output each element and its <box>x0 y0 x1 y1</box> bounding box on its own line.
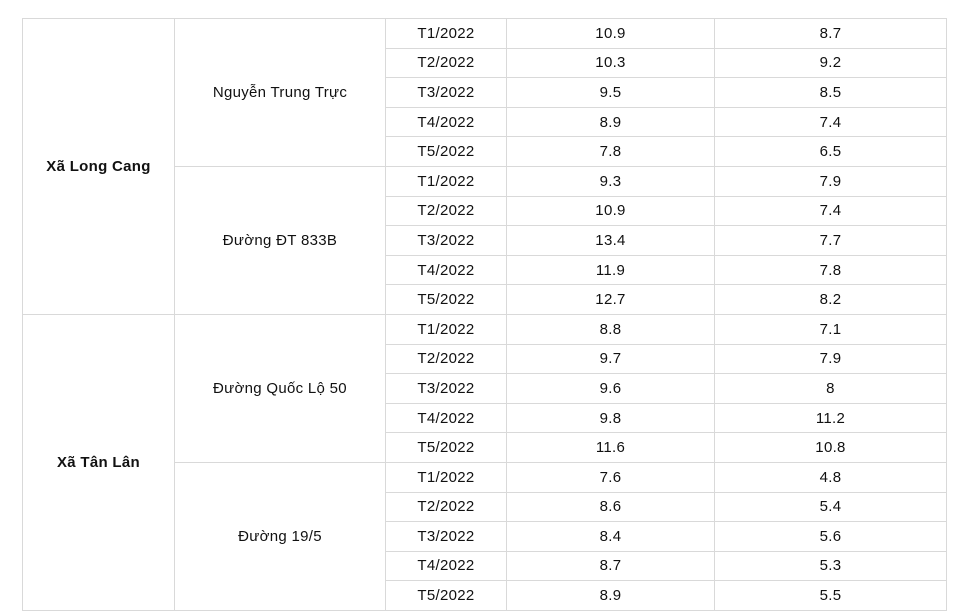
value-1-cell: 8.7 <box>507 551 715 581</box>
value-1-cell: 8.9 <box>507 581 715 611</box>
value-2-cell: 8 <box>715 374 947 404</box>
value-1-cell: 9.3 <box>507 166 715 196</box>
value-2-cell: 6.5 <box>715 137 947 167</box>
month-cell: T3/2022 <box>386 522 507 552</box>
value-2-cell: 7.9 <box>715 166 947 196</box>
month-cell: T5/2022 <box>386 433 507 463</box>
street-cell: Nguyễn Trung Trực <box>175 19 386 167</box>
value-1-cell: 7.6 <box>507 462 715 492</box>
value-1-cell: 9.6 <box>507 374 715 404</box>
value-2-cell: 9.2 <box>715 48 947 78</box>
commune-cell: Xã Tân Lân <box>23 314 175 610</box>
month-cell: T5/2022 <box>386 137 507 167</box>
value-1-cell: 8.6 <box>507 492 715 522</box>
month-cell: T4/2022 <box>386 551 507 581</box>
value-1-cell: 10.9 <box>507 19 715 49</box>
street-cell: Đường ĐT 833B <box>175 166 386 314</box>
value-2-cell: 7.8 <box>715 255 947 285</box>
street-cell: Đường 19/5 <box>175 462 386 610</box>
month-cell: T2/2022 <box>386 344 507 374</box>
month-cell: T3/2022 <box>386 78 507 108</box>
month-cell: T1/2022 <box>386 19 507 49</box>
value-2-cell: 7.9 <box>715 344 947 374</box>
value-1-cell: 9.5 <box>507 78 715 108</box>
value-1-cell: 10.9 <box>507 196 715 226</box>
value-2-cell: 7.4 <box>715 107 947 137</box>
value-1-cell: 8.8 <box>507 314 715 344</box>
value-2-cell: 11.2 <box>715 403 947 433</box>
month-cell: T5/2022 <box>386 285 507 315</box>
month-cell: T5/2022 <box>386 581 507 611</box>
value-2-cell: 4.8 <box>715 462 947 492</box>
month-cell: T1/2022 <box>386 166 507 196</box>
value-1-cell: 11.9 <box>507 255 715 285</box>
month-cell: T1/2022 <box>386 462 507 492</box>
value-2-cell: 8.5 <box>715 78 947 108</box>
value-2-cell: 5.3 <box>715 551 947 581</box>
value-2-cell: 8.7 <box>715 19 947 49</box>
value-1-cell: 10.3 <box>507 48 715 78</box>
month-cell: T3/2022 <box>386 226 507 256</box>
value-2-cell: 5.4 <box>715 492 947 522</box>
table-body <box>23 19 947 611</box>
value-2-cell: 10.8 <box>715 433 947 463</box>
value-2-cell: 8.2 <box>715 285 947 315</box>
month-cell: T4/2022 <box>386 255 507 285</box>
value-1-cell: 11.6 <box>507 433 715 463</box>
table-row <box>23 19 947 49</box>
value-1-cell: 7.8 <box>507 137 715 167</box>
value-1-cell: 9.8 <box>507 403 715 433</box>
month-cell: T4/2022 <box>386 107 507 137</box>
month-cell: T2/2022 <box>386 196 507 226</box>
value-2-cell: 7.4 <box>715 196 947 226</box>
month-cell: T2/2022 <box>386 48 507 78</box>
month-cell: T4/2022 <box>386 403 507 433</box>
value-2-cell: 5.5 <box>715 581 947 611</box>
measurement-table <box>22 18 947 611</box>
month-cell: T1/2022 <box>386 314 507 344</box>
month-cell: T3/2022 <box>386 374 507 404</box>
value-2-cell: 7.7 <box>715 226 947 256</box>
value-1-cell: 12.7 <box>507 285 715 315</box>
value-2-cell: 7.1 <box>715 314 947 344</box>
commune-cell: Xã Long Cang <box>23 19 175 315</box>
value-1-cell: 13.4 <box>507 226 715 256</box>
value-1-cell: 9.7 <box>507 344 715 374</box>
table-row <box>23 314 947 344</box>
value-1-cell: 8.4 <box>507 522 715 552</box>
value-2-cell: 5.6 <box>715 522 947 552</box>
value-1-cell: 8.9 <box>507 107 715 137</box>
street-cell: Đường Quốc Lộ 50 <box>175 314 386 462</box>
month-cell: T2/2022 <box>386 492 507 522</box>
